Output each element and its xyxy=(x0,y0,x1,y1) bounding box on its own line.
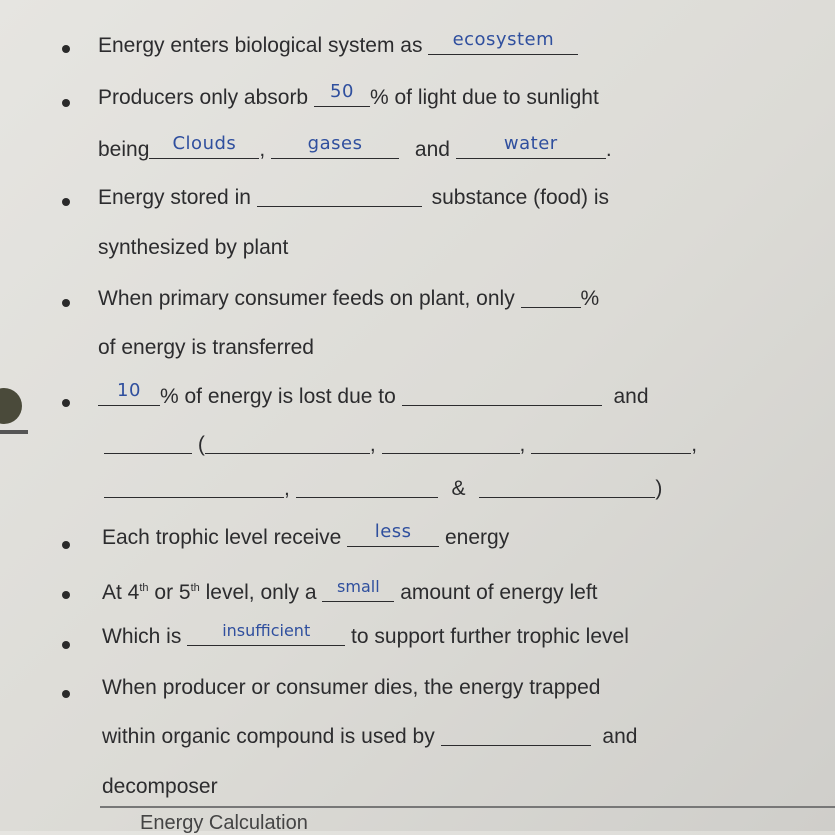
answer-blank xyxy=(205,433,370,454)
answer-blank xyxy=(479,477,655,498)
handwritten-answer: insufficient xyxy=(222,621,311,640)
line-text: of energy is transferred xyxy=(98,336,314,359)
bullet xyxy=(62,641,70,649)
line-text: When primary consumer feeds on plant, only xyxy=(98,287,515,310)
handwritten-answer: Clouds xyxy=(172,133,237,154)
line-text: Energy enters biological system as xyxy=(98,34,423,57)
line-text: to support further trophic level xyxy=(351,625,629,648)
line-text: or 5 xyxy=(154,581,191,604)
line-text: Producers only absorb xyxy=(98,86,309,109)
answer-blank xyxy=(322,577,394,602)
answer-blank xyxy=(314,81,370,107)
answer-blank xyxy=(456,133,606,159)
cut-off-heading: Energy Calculation xyxy=(140,812,308,834)
line-text: % xyxy=(580,287,600,310)
bullet xyxy=(62,45,70,53)
page-edge-line xyxy=(0,430,28,434)
line-producers-absorb xyxy=(98,81,599,111)
bullet xyxy=(62,690,70,698)
ampersand: & xyxy=(451,477,466,500)
handwritten-answer: water xyxy=(503,133,558,154)
page-edge-mark xyxy=(0,388,22,424)
answer-blank xyxy=(402,385,602,406)
line-text: substance (food) is xyxy=(431,186,610,209)
answer-blank xyxy=(104,477,284,498)
answer-blank xyxy=(428,29,578,55)
line-producer-dies xyxy=(102,675,600,701)
answer-blank xyxy=(257,186,422,207)
answer-blank xyxy=(98,380,160,406)
line-text: Energy stored in xyxy=(98,186,251,209)
answer-blank xyxy=(104,433,192,454)
comma: , xyxy=(284,477,290,500)
paren-close: ) xyxy=(655,477,663,500)
bullet xyxy=(62,299,70,307)
line-text: At 4 xyxy=(102,581,140,604)
line-energy-lost xyxy=(98,380,649,410)
line-text: being xyxy=(98,138,150,161)
bullet xyxy=(62,541,70,549)
line-text: and xyxy=(414,138,450,161)
line-fourth-fifth-level xyxy=(102,575,598,606)
handwritten-answer: 10 xyxy=(117,380,141,401)
comma: , xyxy=(519,433,526,456)
line-blanks-row2 xyxy=(104,476,662,502)
line-text: % of light due to sunlight xyxy=(369,86,599,109)
comma: , xyxy=(691,433,698,456)
answer-blank xyxy=(296,477,438,498)
bullet xyxy=(62,99,70,107)
line-text: level, only a xyxy=(205,581,317,604)
answer-blank xyxy=(441,725,591,746)
line-primary-consumer xyxy=(98,286,599,312)
answer-blank xyxy=(347,521,439,547)
line-text: and xyxy=(602,725,638,748)
line-synthesized xyxy=(98,235,288,261)
bullet xyxy=(62,399,70,407)
answer-blank xyxy=(521,287,581,308)
line-text: within organic compound is used by xyxy=(102,725,435,748)
line-insufficient xyxy=(102,621,629,650)
line-trophic-receive xyxy=(102,521,510,551)
section-divider xyxy=(100,806,835,808)
line-energy-transferred xyxy=(98,335,314,361)
answer-blank xyxy=(531,433,691,454)
line-energy-enters xyxy=(98,29,578,59)
line-text: Each trophic level receive xyxy=(102,526,342,549)
bullet xyxy=(62,591,70,599)
line-text: synthesized by plant xyxy=(98,236,289,259)
handwritten-answer: ecosystem xyxy=(452,29,555,50)
line-organic-compound xyxy=(102,724,637,750)
line-text: energy xyxy=(444,526,510,549)
line-text: decomposer xyxy=(102,775,218,798)
handwritten-answer: 50 xyxy=(330,81,354,102)
line-being xyxy=(98,133,612,163)
superscript: th xyxy=(190,582,200,594)
line-text: When producer or consumer dies, the energy trapped xyxy=(102,676,601,699)
line-text: Which is xyxy=(102,625,182,648)
comma: , xyxy=(259,138,266,161)
paren-open: ( xyxy=(197,433,205,456)
line-decomposer xyxy=(102,774,218,800)
answer-blank xyxy=(271,133,399,159)
line-text: amount of energy left xyxy=(400,581,598,604)
line-energy-stored xyxy=(98,185,609,211)
superscript: th xyxy=(139,582,149,594)
handwritten-answer: less xyxy=(374,521,412,542)
answer-blank xyxy=(149,133,259,159)
line-blanks-row1 xyxy=(104,432,697,458)
answer-blank xyxy=(187,621,345,646)
handwritten-answer: small xyxy=(337,577,380,596)
bullet xyxy=(62,198,70,206)
handwritten-answer: gases xyxy=(307,133,363,154)
line-text: and xyxy=(613,385,649,408)
period: . xyxy=(605,138,612,161)
comma: , xyxy=(369,433,376,456)
line-text: % of energy is lost due to xyxy=(160,385,396,408)
answer-blank xyxy=(382,433,520,454)
